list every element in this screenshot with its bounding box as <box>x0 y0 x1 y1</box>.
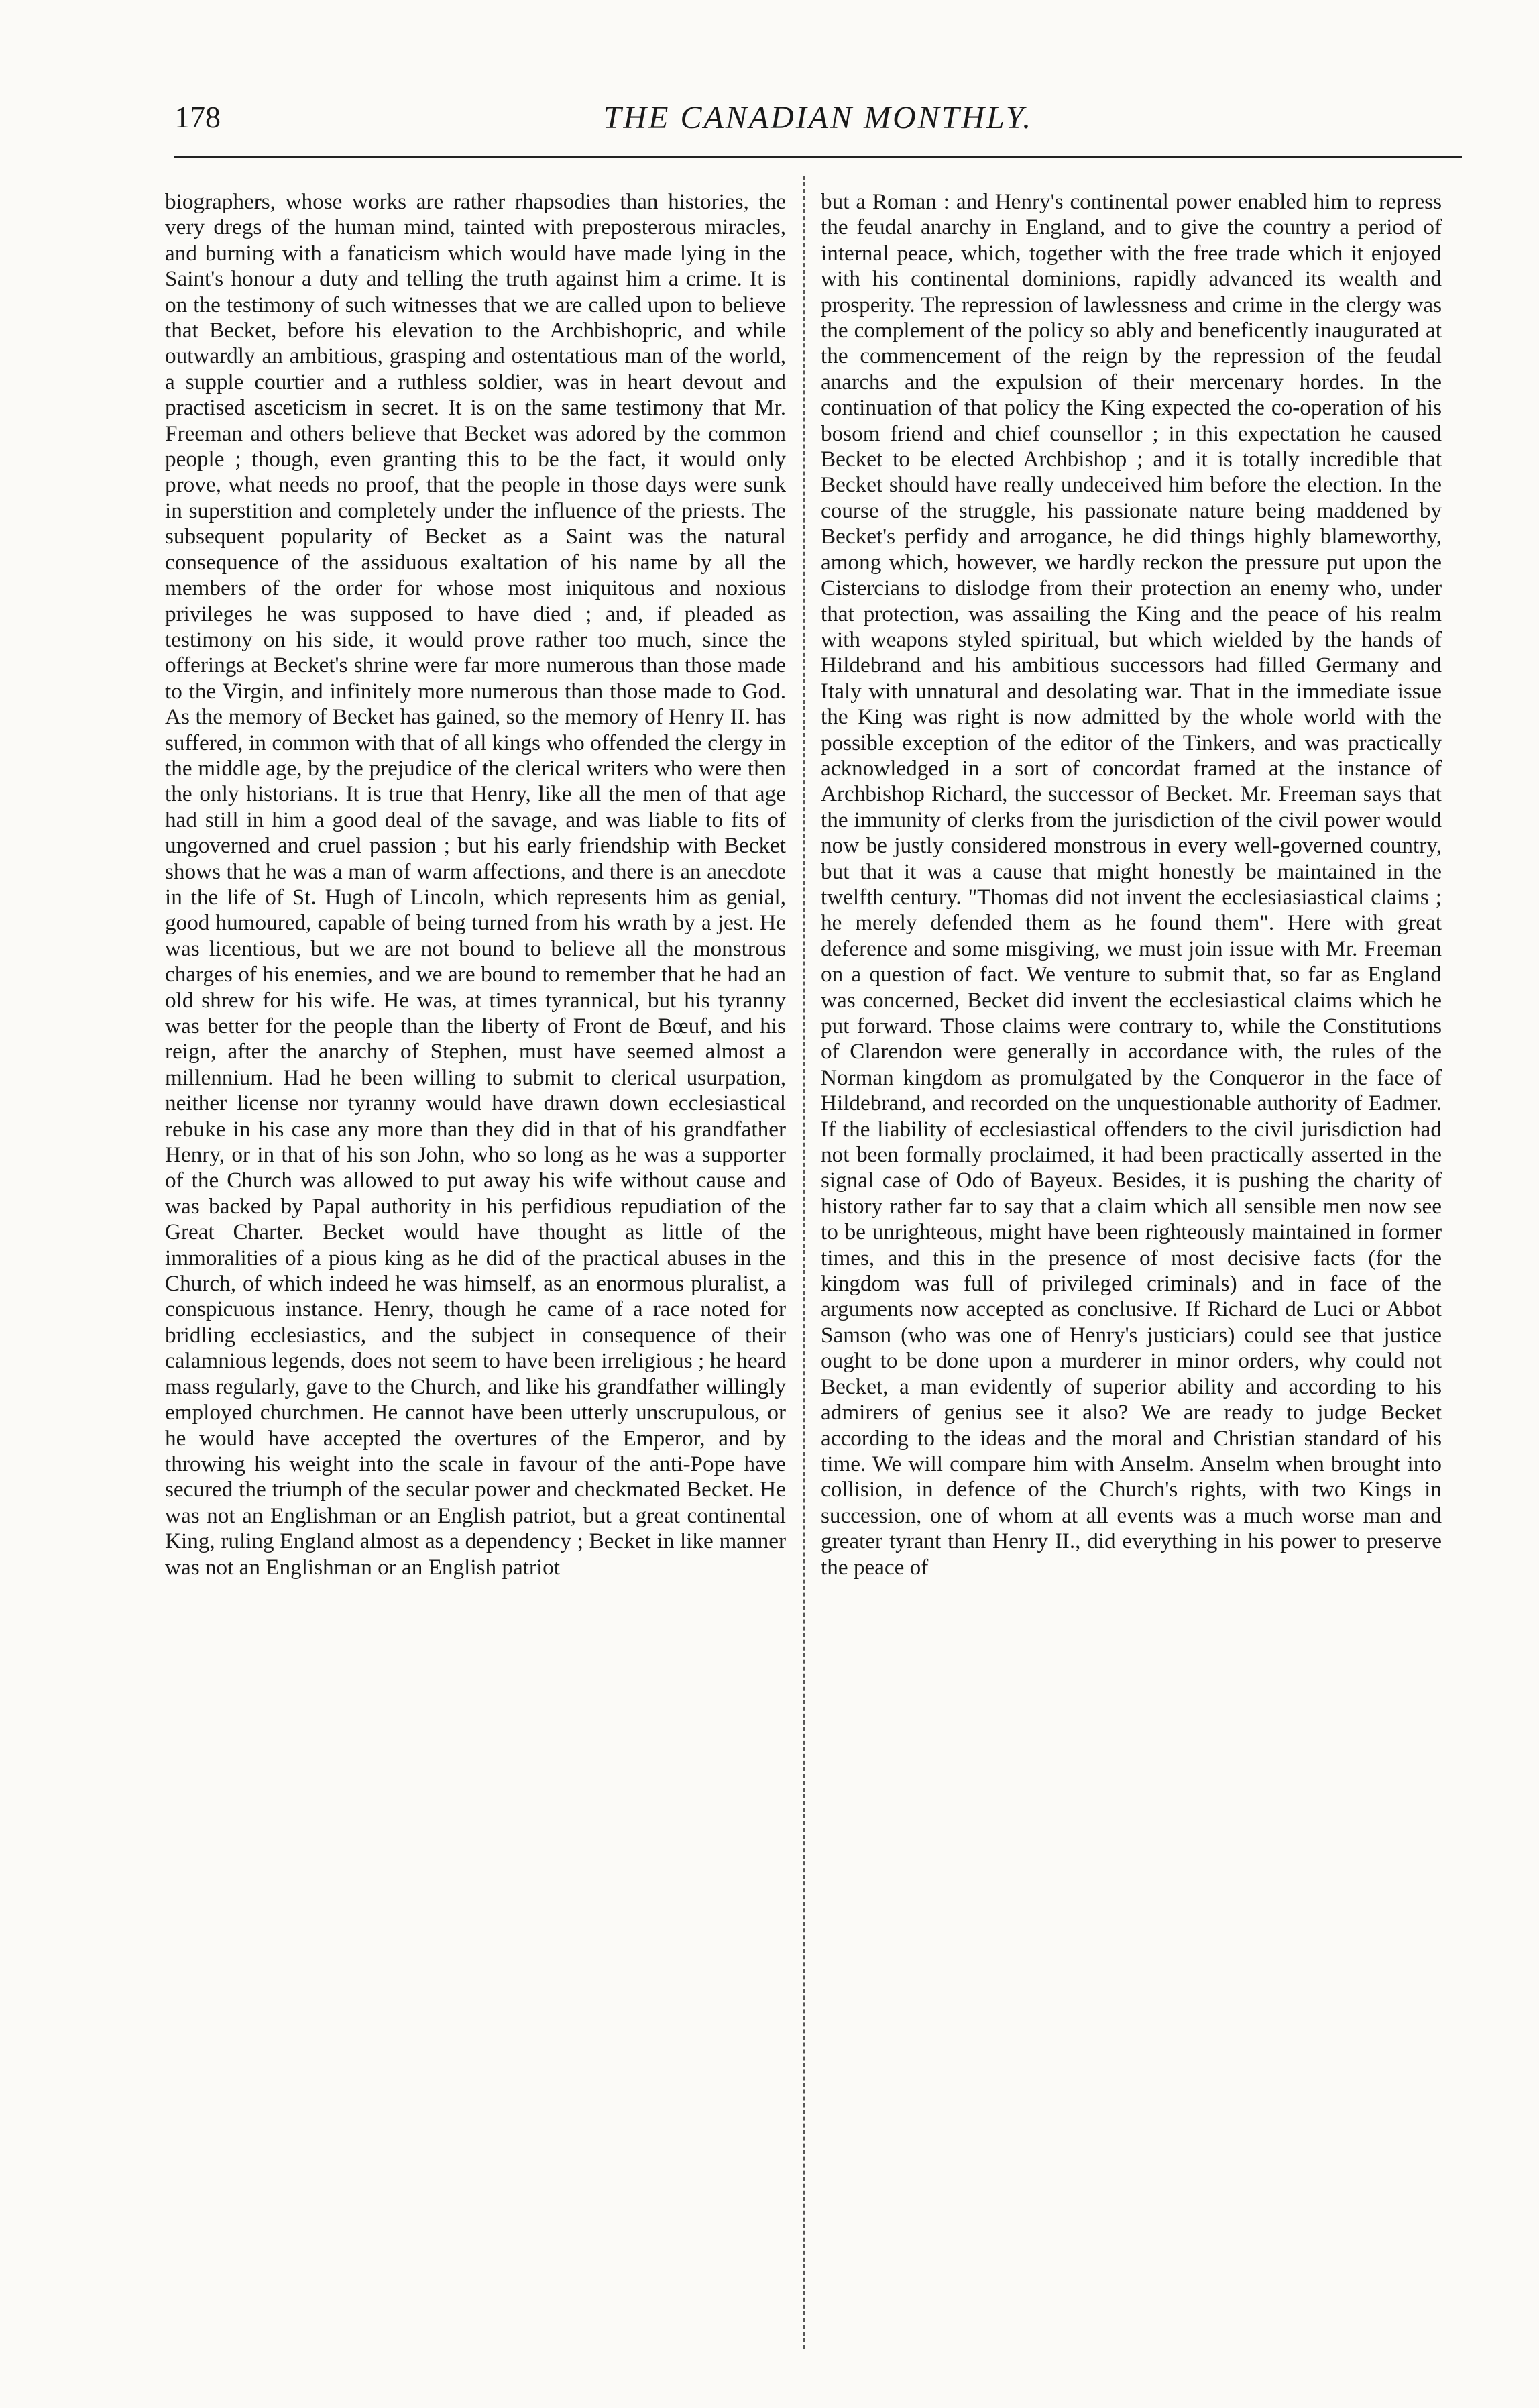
page-header <box>174 94 1462 148</box>
running-title: THE CANADIAN MONTHLY. <box>603 100 1033 135</box>
header-rule <box>174 156 1462 158</box>
text-column-left <box>165 189 786 1580</box>
text-column-right <box>821 189 1442 1580</box>
column-divider <box>803 176 805 2349</box>
page-number: 178 <box>174 100 221 134</box>
right-column-text: but a Roman : and Henry's continental power enabled him to repress the feudal anarchy in England, and to give the country a period of internal peace, which, together with the free trade which it enjoyed with his continental dominions, rapidly advanced its wealth and prosperity. The repression of lawlessness and crime in the clergy was the complement of the policy so ably and beneficently inaugurated at the commencement of the reign by the repression of the feudal anarchs and the expulsion of their mercenary hordes. In the continuation of that policy the King expected the co-operation of his bosom friend and chief counsellor ; in this expectation he caused Becket to be elected Archbishop ; and it is totally incredible that Becket should have really undeceived him before the election. In the course of the struggle, his passionate nature being maddened by Becket's perfidy and arrogance, he did things highly blameworthy, among which, however, we hardly reckon the pressure put upon the Cistercians to dislodge from their protection an enemy who, under that protection, was assailing the King and the peace of his realm with weapons styled spiritual, but which wielded by the hands of Hildebrand and his ambitious successors had filled Germany and Italy with unnatural and desolating war. That in the immediate issue the King was right is now admitted by the whole world with the possible exception of the editor of the Tinkers, and was practically acknowledged in a sort of concordat framed at the instance of Archbishop Richard, the successor of Becket. Mr. Freeman says that the immunity of clerks from the jurisdiction of the civil power would now be justly considered monstrous in every well-governed country, but that it was a cause that might honestly be maintained in the twelfth century. "Thomas did not invent the ecclesiasiastical claims ; he merely defended them as he found them". Here with great deference and some misgiving, we must join issue with Mr. Freeman on a question of fact. We venture to submit that, so far as England was concerned, Becket did invent the ecclesiastical claims which he put forward. Those claims were contrary to, while the Constitutions of Clarendon were generally in accordance with, the rules of the Norman kingdom as promulgated by the Conqueror in the face of Hildebrand, and recorded on the unquestionable authority of Eadmer. If the liability of ecclesiastical offenders to the civil jurisdiction had not been formally proclaimed, it had been practically asserted in the signal case of Odo of Bayeux. Besides, it is pushing the charity of history rather far to say that a claim which all sensible men now see to be unrighteous, might have been righteously maintained in former times, and this in the presence of most decisive facts (for the kingdom was full of privileged criminals) and in face of the arguments now accepted as conclusive. If Richard de Luci or Abbot Samson (who was one of Henry's justiciars) could see that justice ought to be done upon a murderer in minor orders, why could not Becket, a man evidently of superior ability and according to his admirers of genius see it also? We are ready to judge Becket according to the ideas and the moral and Christian standard of his time. We will compare him with Anselm. Anselm when brought into collision, in defence of the Church's rights, with two Kings in succession, one of whom at all events was a much worse man and greater tyrant than Henry II., did everything in his power to preserve the peace of <box>821 189 1442 1580</box>
left-column-text: biographers, whose works are rather rhapsodies than histories, the very dregs of the human mind, tainted with preposterous miracles, and burning with a fanaticism which would have made lying in the Saint's honour a duty and telling the truth against him a crime. It is on the testimony of such witnesses that we are called upon to believe that Becket, before his elevation to the Archbishopric, and while outwardly an ambitious, grasping and ostentatious man of the world, a supple courtier and a ruthless soldier, was in heart devout and practised asceticism in secret. It is on the same testimony that Mr. Freeman and others believe that Becket was adored by the common people ; though, even granting this to be the fact, it would only prove, what needs no proof, that the people in those days were sunk in superstition and completely under the influence of the priests. The subsequent popularity of Becket as a Saint was the natural consequence of the assiduous exaltation of his name by all the members of the order for whose most iniquitous and noxious privileges he was supposed to have died ; and, if pleaded as testimony on his side, it would prove rather too much, since the offerings at Becket's shrine were far more numerous than those made to the Virgin, and infinitely more numerous than those made to God. As the memory of Becket has gained, so the memory of Henry II. has suffered, in common with that of all kings who offended the clergy in the middle age, by the prejudice of the clerical writers who were then the only historians. It is true that Henry, like all the men of that age had still in him a good deal of the savage, and was liable to fits of ungoverned and cruel passion ; but his early friendship with Becket shows that he was a man of warm affections, and there is an anecdote in the life of St. Hugh of Lincoln, which represents him as genial, good humoured, capable of being turned from his wrath by a jest. He was licentious, but we are not bound to believe all the monstrous charges of his enemies, and we are bound to remember that he had an old shrew for his wife. He was, at times tyrannical, but his tyranny was better for the people than the liberty of Front de Bœuf, and his reign, after the anarchy of Stephen, must have seemed almost a millennium. Had he been willing to submit to clerical usurpation, neither license nor tyranny would have drawn down ecclesiastical rebuke in his case any more than they did in that of his grandfather Henry, or in that of his son John, who so long as he was a supporter of the Church was allowed to put away his wife without cause and was backed by Papal authority in his perfidious repudiation of the Great Charter. Becket would have thought as little of the immoralities of a pious king as he did of the practical abuses in the Church, of which indeed he was himself, as an enormous pluralist, a conspicuous instance. Henry, though he came of a race noted for bridling ecclesiastics, and the subject in consequence of their calamnious legends, does not seem to have been irreligious ; he heard mass regularly, gave to the Church, and like his grandfather willingly employed churchmen. He cannot have been utterly unscrupulous, or he would have accepted the overtures of the Emperor, and by throwing his weight into the scale in favour of the anti-Pope have secured the triumph of the secular power and checkmated Becket. He was not an Englishman or an English patriot, but a great continental King, ruling England almost as a dependency ; Becket in like manner was not an Englishman or an English patriot <box>165 189 786 1580</box>
